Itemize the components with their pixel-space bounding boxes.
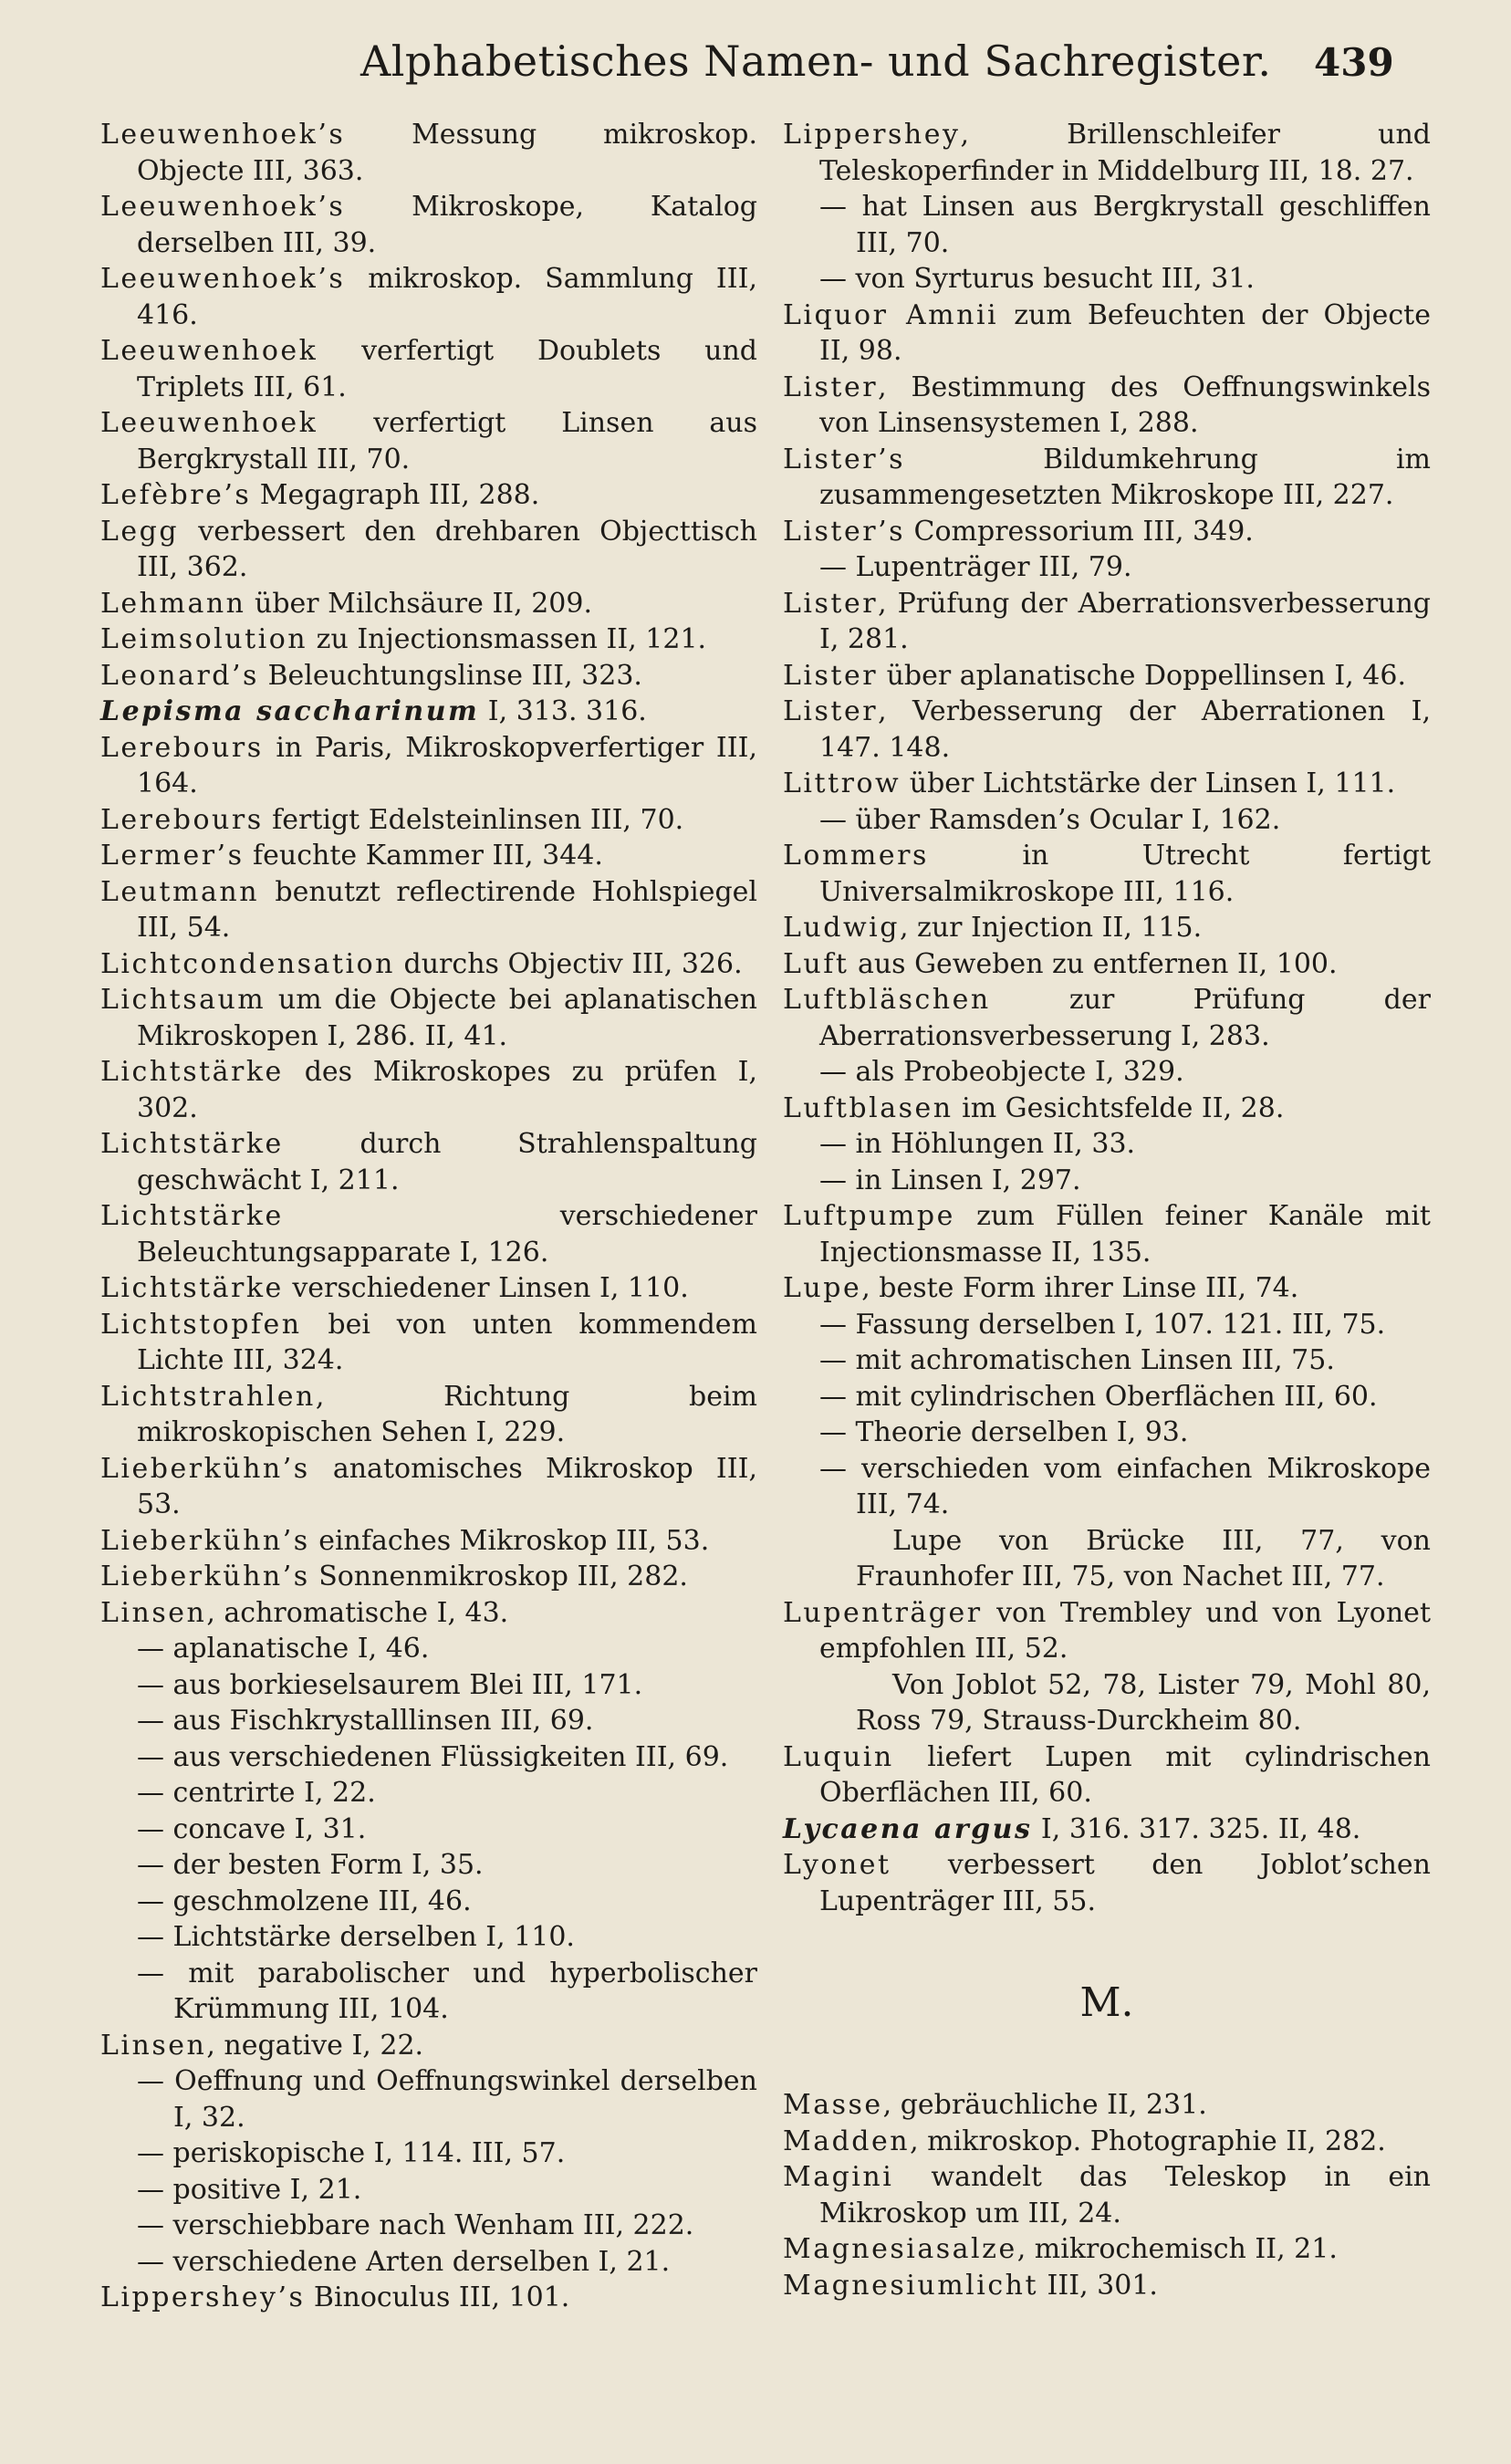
index-entry: [100, 1379, 757, 1451]
index-reference: , Richtung beim mikroskopischen Sehen I, 229.: [137, 1380, 757, 1448]
index-subentry: — Theorie derselben I, 93.: [819, 1416, 1189, 1448]
index-keyword: Lichtstärke: [100, 1056, 284, 1088]
index-entry: [783, 766, 1431, 802]
index-entry: [100, 1523, 757, 1560]
index-entry: [783, 298, 1431, 370]
index-entry: [100, 1054, 757, 1126]
index-entry: [100, 694, 757, 730]
index-reference: aus Geweben zu entfernen II, 100.: [849, 947, 1338, 980]
index-entry: [783, 1847, 1431, 1919]
index-reference: , gebräuchliche II, 231.: [882, 2089, 1207, 2121]
index-entry: [100, 1559, 757, 1595]
index-keyword: Leimsolution: [100, 623, 308, 655]
index-entry: [783, 658, 1431, 694]
index-entry: [100, 261, 757, 333]
index-entry: [783, 1739, 1431, 1811]
index-entry: [783, 2231, 1431, 2268]
index-entry: [100, 333, 757, 405]
index-reference: Megagraph III, 288.: [251, 479, 540, 511]
index-reference: liefert Lupen mit cylindrischen Oberflächen III, 60.: [819, 1740, 1431, 1809]
index-reference: über Lichtstärke der Linsen I, 111.: [901, 767, 1396, 799]
index-keyword: Lister’s: [783, 515, 905, 548]
index-reference: Compressorium III, 349.: [905, 515, 1254, 548]
index-reference: , Bestimmung des Oeffnungswinkels von Linsensystemen I, 288.: [819, 371, 1431, 439]
right-column-entries: [783, 117, 1431, 1919]
index-reference: , achromatische I, 43.: [206, 1596, 509, 1629]
index-subentry: — Oeffnung und Oeffnungswinkel derselben I, 32.: [137, 2065, 757, 2134]
index-keyword: Leeuwenhoek: [100, 407, 318, 439]
index-reference: verfertigt Linsen aus Bergkrystall III, 70.: [137, 407, 757, 475]
index-reference: , mikroskop. Photographie II, 282.: [910, 2125, 1386, 2157]
index-keyword: Liquor Amnii: [783, 298, 999, 331]
index-reference: , negative I, 22.: [206, 2029, 424, 2062]
index-entry: [100, 2280, 757, 2316]
index-keyword: Lichtstärke: [100, 1200, 284, 1232]
right-column: [783, 117, 1431, 2303]
index-subentry: — centrirte I, 22.: [137, 1777, 376, 1809]
index-entry: [100, 586, 757, 622]
index-reference: Binoculus III, 101.: [305, 2281, 570, 2313]
index-keyword: Leeuwenhoek: [100, 335, 318, 367]
index-reference: I, 316. 317. 325. II, 48.: [1032, 1812, 1361, 1845]
index-reference: des Mikroskopes zu prüfen I, 302.: [137, 1056, 757, 1124]
index-entry: [783, 694, 1431, 766]
index-keyword: Lichtsaum: [100, 984, 266, 1016]
index-subentry: — hat Linsen aus Bergkrystall geschliffen III, 70.: [819, 191, 1431, 259]
index-reference: über Milchsäure II, 209.: [245, 587, 593, 620]
index-subentry: — in Höhlungen II, 33.: [819, 1128, 1136, 1160]
index-reference: Beleuchtungslinse III, 323.: [258, 659, 642, 692]
index-entry: [783, 514, 1431, 550]
index-entry: [100, 730, 757, 802]
index-reference: feuchte Kammer III, 344.: [244, 840, 603, 872]
index-keyword: Ludwig: [783, 912, 900, 944]
index-subentry: — Lichtstärke derselben I, 110.: [137, 1921, 575, 1953]
index-entry: [783, 2159, 1431, 2231]
index-entry: [783, 117, 1431, 189]
index-subentry: — über Ramsden’s Ocular I, 162.: [819, 803, 1281, 836]
index-subentry: — aus borkieselsaurem Blei III, 171.: [137, 1668, 643, 1701]
index-keyword: Luftpumpe: [783, 1200, 955, 1232]
index-subentry: — aus Fischkrystalllinsen III, 69.: [137, 1705, 594, 1737]
index-keyword: Lieberkühn’s: [100, 1524, 310, 1557]
index-entry: [783, 1091, 1431, 1127]
index-entry: [783, 586, 1431, 658]
index-reference: verschiedener Linsen I, 110.: [283, 1272, 689, 1304]
index-keyword: Linsen: [100, 2029, 207, 2062]
index-reference: in Utrecht fertigt Universalmikroskope III, 116.: [819, 840, 1431, 908]
index-reference: , mikrochemisch II, 21.: [1016, 2233, 1338, 2265]
index-keyword: Madden: [783, 2125, 911, 2157]
index-keyword: Magnesiasalze: [783, 2233, 1017, 2265]
index-entry: [783, 2087, 1431, 2124]
index-subentry: — mit achromatischen Linsen III, 75.: [819, 1344, 1335, 1376]
index-reference: fertigt Edelsteinlinsen III, 70.: [263, 803, 684, 836]
index-reference: durch Strahlenspaltung geschwächt I, 211.: [137, 1128, 757, 1196]
index-keyword: Littrow: [783, 767, 901, 799]
index-keyword: Leutmann: [100, 875, 260, 908]
index-subentry: — periskopische I, 114. III, 57.: [137, 2137, 566, 2169]
index-keyword: Lupe: [783, 1272, 862, 1304]
index-entry: [100, 1307, 757, 1379]
index-keyword: Lerebours: [100, 731, 264, 764]
index-entry: [100, 117, 757, 189]
index-reference: um die Objecte bei aplanatischen Mikroskopen I, 286. II, 41.: [137, 984, 757, 1052]
index-reference: im Gesichtsfelde II, 28.: [953, 1091, 1285, 1124]
index-continuation: Von Joblot 52, 78, Lister 79, Mohl 80, Ross 79, Strauss-Durckheim 80.: [856, 1668, 1431, 1737]
index-entry: [783, 838, 1431, 910]
index-entry: [783, 1270, 1431, 1307]
index-entry: [100, 802, 757, 839]
index-entry: [783, 1198, 1431, 1270]
index-entry: [100, 189, 757, 261]
index-entry: [100, 946, 757, 983]
index-keyword: Luquin: [783, 1740, 894, 1773]
page-number: 439: [1314, 40, 1394, 85]
index-keyword: Leeuwenhoek’s: [100, 263, 346, 295]
index-subentry: — aus verschiedenen Flüssigkeiten III, 69.: [137, 1740, 729, 1773]
index-keyword: Lieberkühn’s: [100, 1561, 310, 1592]
index-subentry: — geschmolzene III, 46.: [137, 1885, 472, 1917]
index-reference: , Verbesserung der Aberrationen I, 147. 148.: [819, 695, 1431, 764]
index-keyword: Lehmann: [100, 587, 246, 620]
index-reference: zum Befeuchten der Objecte II, 98.: [819, 298, 1431, 367]
index-keyword: Lommers: [783, 840, 929, 872]
index-keyword: Lichtstärke: [100, 1128, 284, 1160]
index-entry: [100, 477, 757, 514]
index-keyword: Leonard’s: [100, 659, 259, 692]
index-reference: bei von unten kommendem Lichte III, 324.: [137, 1308, 757, 1376]
index-subentry: — in Linsen I, 297.: [819, 1164, 1081, 1196]
index-keyword: Lichtcondensation: [100, 947, 395, 980]
index-subentry: — Fassung derselben I, 107. 121. III, 75.: [819, 1308, 1386, 1341]
index-entry: [100, 1270, 757, 1307]
index-entry: [100, 621, 757, 658]
index-keyword: Leeuwenhoek’s: [100, 119, 346, 151]
index-entry: [100, 874, 757, 946]
index-keyword: Masse: [783, 2089, 883, 2121]
index-subentry: — Lupenträger III, 79.: [819, 551, 1132, 583]
index-keyword: Lycaena argus: [783, 1812, 1033, 1845]
index-reference: verschiedener Beleuchtungsapparate I, 126.: [137, 1200, 757, 1269]
index-subentry: — der besten Form I, 35.: [137, 1849, 484, 1881]
index-reference: zur Prüfung der Aberrationsverbesserung I, 283.: [819, 984, 1431, 1052]
index-reference: , Brillenschleifer und Teleskoperfinder in Middelburg III, 18. 27.: [819, 119, 1431, 187]
index-subentry: — verschiedene Arten derselben I, 21.: [137, 2245, 671, 2278]
index-reference: von Trembley und von Lyonet empfohlen III, 52.: [819, 1596, 1431, 1665]
index-keyword: Lermer’s: [100, 840, 245, 872]
index-subentry: — als Probeobjecte I, 329.: [819, 1056, 1184, 1088]
index-reference: verfertigt Doublets und Triplets III, 61.: [137, 335, 757, 403]
index-entry: [783, 982, 1431, 1054]
index-reference: zum Füllen feiner Kanäle mit Injectionsmasse II, 135.: [819, 1200, 1431, 1269]
index-subentry: — concave I, 31.: [137, 1812, 367, 1845]
section-m-entries: [783, 2087, 1431, 2303]
index-entry: [100, 405, 757, 477]
index-reference: III, 301.: [1038, 2269, 1158, 2302]
index-keyword: Lupenträger: [783, 1596, 983, 1629]
running-title: Alphabetisches Namen- und Sachregister.: [360, 37, 1272, 86]
index-entry: [783, 1595, 1431, 1667]
index-keyword: Lippershey’s: [100, 2281, 306, 2313]
index-continuation: Lupe von Brücke III, 77, von Fraunhofer III, 75, von Nachet III, 77.: [856, 1524, 1431, 1592]
index-entry: [783, 442, 1431, 514]
index-reference: Mikroskope, Katalog derselben III, 39.: [137, 191, 757, 259]
index-subentry: — aplanatische I, 46.: [137, 1633, 430, 1665]
index-entry: [783, 370, 1431, 442]
index-keyword: Lefèbre’s: [100, 479, 252, 511]
index-entry: [100, 838, 757, 874]
index-keyword: Lippershey: [783, 119, 961, 151]
index-keyword: Lieberkühn’s: [100, 1452, 310, 1485]
index-reference: einfaches Mikroskop III, 53.: [309, 1524, 710, 1557]
index-entry: [783, 2268, 1431, 2304]
index-keyword: Magini: [783, 2161, 894, 2193]
index-reference: Bildumkehrung im zusammengesetzten Mikroskope III, 227.: [819, 443, 1431, 511]
index-keyword: Lister: [783, 587, 879, 620]
index-keyword: Luftbläschen: [783, 984, 991, 1016]
index-keyword: Lichtstopfen: [100, 1308, 302, 1341]
index-entry: [100, 658, 757, 694]
index-entry: [100, 1595, 757, 1632]
index-keyword: Lister’s: [783, 443, 905, 475]
index-keyword: Luftblasen: [783, 1091, 953, 1124]
index-reference: wandelt das Teleskop in ein Mikroskop um III, 24.: [819, 2161, 1431, 2229]
index-reference: verbessert den Joblot’schen Lupenträger III, 55.: [819, 1849, 1431, 1917]
index-subentry: — von Syrturus besucht III, 31.: [819, 263, 1255, 295]
index-reference: benutzt reflectirende Hohlspiegel III, 54.: [137, 875, 757, 944]
index-subentry: — verschieden vom einfachen Mikroskope III, 74.: [819, 1452, 1431, 1520]
index-reference: , beste Form ihrer Linse III, 74.: [861, 1272, 1299, 1304]
index-keyword: Linsen: [100, 1596, 207, 1629]
index-keyword: Lister: [783, 371, 879, 403]
index-entry: [100, 1126, 757, 1198]
index-keyword: Lichtstärke: [100, 1272, 284, 1304]
index-subentry: — verschiebbare nach Wenham III, 222.: [137, 2209, 694, 2241]
index-entry: [783, 1811, 1431, 1848]
index-entry: [100, 982, 757, 1054]
index-keyword: Lerebours: [100, 803, 264, 836]
index-entry: [783, 910, 1431, 946]
index-entry: [100, 1198, 757, 1270]
index-reference: verbessert den drehbaren Objecttisch III, 362.: [137, 515, 757, 583]
index-reference: durchs Objectiv III, 326.: [394, 947, 743, 980]
index-keyword: Lepisma saccharinum: [100, 695, 480, 727]
index-reference: zu Injectionsmassen II, 121.: [307, 623, 707, 655]
index-keyword: Lichtstrahlen: [100, 1380, 316, 1413]
index-reference: Sonnenmikroskop III, 282.: [309, 1561, 688, 1592]
index-reference: Messung mikroskop. Objecte III, 363.: [137, 119, 757, 187]
index-entry: [100, 514, 757, 586]
index-reference: I, 313. 316.: [479, 695, 647, 727]
index-reference: , Prüfung der Aberrationsverbesserung I, 281.: [819, 587, 1431, 655]
index-reference: in Paris, Mikroskopverfertiger III, 164.: [137, 731, 757, 799]
index-entry: [783, 2124, 1431, 2160]
index-entry: [783, 946, 1431, 983]
index-subentry: — mit parabolischer und hyperbolischer Krümmung III, 104.: [137, 1957, 757, 2025]
index-entry: [100, 1451, 757, 1523]
index-keyword: Legg: [100, 515, 180, 548]
index-keyword: Lyonet: [783, 1849, 891, 1881]
index-keyword: Magnesiumlicht: [783, 2269, 1039, 2302]
index-keyword: Lister: [783, 695, 879, 727]
index-keyword: Leeuwenhoek’s: [100, 191, 346, 223]
index-keyword: Lister: [783, 659, 879, 692]
index-reference: über aplanatische Doppellinsen I, 46.: [878, 659, 1407, 692]
index-subentry: — mit cylindrischen Oberflächen III, 60.: [819, 1380, 1378, 1413]
index-subentry: — positive I, 21.: [137, 2173, 362, 2206]
index-entry: [100, 2028, 757, 2064]
left-column: [100, 117, 757, 2316]
index-keyword: Luft: [783, 947, 849, 980]
index-reference: mikroskop. Sammlung III, 416.: [137, 263, 757, 331]
section-letter-m: M.: [1079, 1979, 1134, 2026]
index-reference: , zur Injection II, 115.: [899, 912, 1203, 944]
index-reference: anatomisches Mikroskop III, 53.: [137, 1452, 757, 1520]
